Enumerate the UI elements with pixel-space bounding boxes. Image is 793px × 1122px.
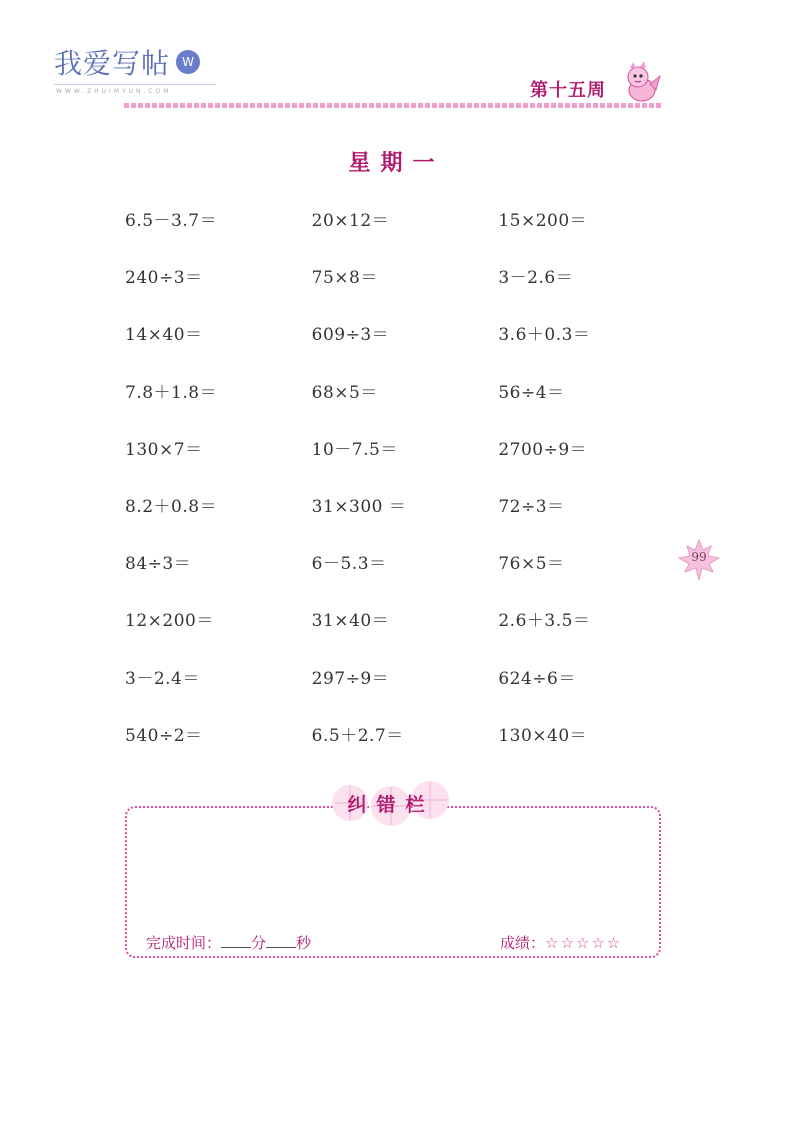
problem-row	[125, 206, 685, 263]
problem: 8.2＋0.8＝	[125, 496, 218, 517]
correction-title: 纠错栏	[347, 794, 435, 816]
minutes-blank	[221, 933, 251, 948]
problem-row	[125, 435, 685, 492]
problem: 31×40＝	[311, 611, 390, 632]
problem: 6.5＋2.7＝	[311, 725, 404, 746]
problem: 624÷6＝	[498, 668, 576, 689]
seconds-blank	[266, 933, 296, 948]
correction-title-wrap	[330, 776, 452, 834]
problem: 2700÷9＝	[498, 439, 588, 460]
problem: 240÷3＝	[125, 268, 203, 289]
problem: 56÷4＝	[498, 382, 565, 403]
header-divider-bar	[124, 103, 662, 108]
problem: 72÷3＝	[498, 496, 565, 517]
logo-badge-icon: W	[176, 50, 200, 74]
problem: 540÷2＝	[125, 725, 203, 746]
problem: 10－7.5＝	[311, 439, 398, 460]
problem: 297÷9＝	[311, 668, 390, 689]
problem: 68×5＝	[311, 382, 378, 403]
problem-row	[125, 320, 685, 377]
problem: 6－5.3＝	[311, 554, 387, 575]
problem: 84÷3＝	[125, 554, 192, 575]
problem: 3－2.6＝	[498, 268, 574, 289]
problem-row	[125, 492, 685, 549]
week-title: 第十五周	[530, 80, 606, 101]
problem: 31×300 ＝	[311, 496, 407, 517]
problem: 130×40＝	[498, 725, 588, 746]
seconds-unit: 秒	[296, 934, 312, 952]
problem: 130×7＝	[125, 439, 203, 460]
problem-row	[125, 263, 685, 320]
minutes-unit: 分	[251, 934, 267, 952]
logo-url: WWW.ZHUIMYUN.COM	[56, 88, 172, 95]
problem-row	[125, 549, 685, 606]
problem: 20×12＝	[311, 211, 390, 231]
problem-row	[125, 606, 685, 663]
problem: 6.5－3.7＝	[125, 211, 218, 231]
problem: 75×8＝	[311, 268, 378, 289]
star-rating-icon: ☆☆☆☆☆	[545, 934, 623, 952]
completion-time	[146, 932, 311, 953]
problem: 3.6＋0.3＝	[498, 325, 591, 346]
dragon-mascot-icon	[620, 60, 662, 104]
problem-row	[125, 721, 685, 778]
problem: 14×40＝	[125, 325, 203, 346]
problem-grid	[125, 206, 685, 778]
logo-divider	[54, 84, 216, 85]
problem: 2.6＋3.5＝	[498, 611, 591, 632]
problem-row	[125, 664, 685, 721]
page-number: 99	[691, 550, 707, 564]
problem: 609÷3＝	[311, 325, 390, 346]
problem-row	[125, 378, 685, 435]
brand-logo	[54, 42, 200, 82]
problem: 76×5＝	[498, 554, 565, 575]
problem: 7.8＋1.8＝	[125, 382, 218, 403]
problem: 3－2.4＝	[125, 668, 200, 689]
time-prefix: 完成时间：	[146, 934, 222, 952]
day-title: 星期一	[348, 150, 445, 176]
score-label: 成绩：	[500, 934, 546, 952]
problem: 12×200＝	[125, 611, 214, 632]
logo-text: 我爱写帖	[54, 47, 171, 80]
problem: 15×200＝	[498, 211, 588, 231]
score	[500, 932, 622, 953]
